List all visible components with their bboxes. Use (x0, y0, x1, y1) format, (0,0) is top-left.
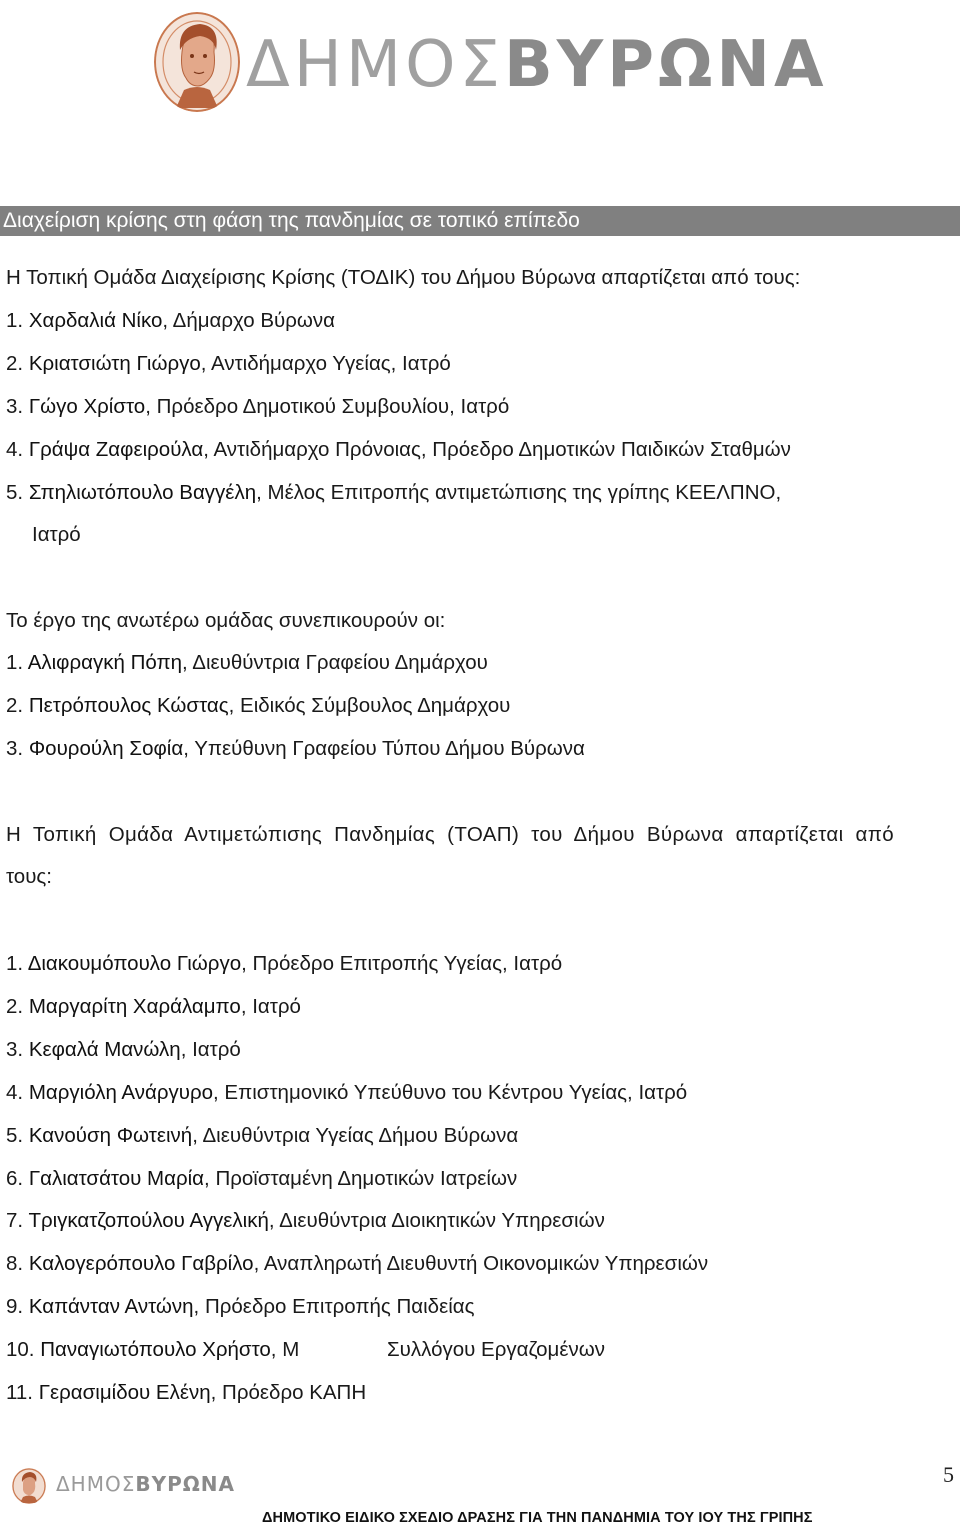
member-name: Γώγο Χρίστο (28, 395, 146, 418)
member-name: Σπηλιωτόπουλο Βαγγέλη (28, 481, 257, 504)
list-number: 4. (6, 1081, 24, 1104)
member-name: Κανούση Φωτεινή (28, 1124, 193, 1147)
list-number: 2. (6, 352, 24, 375)
member-name: Μαργιόλη Ανάργυρο (28, 1081, 214, 1104)
page-number: 5 (943, 1462, 954, 1487)
list-item (6, 308, 335, 334)
member-role: , Ιατρό (240, 995, 301, 1018)
list-number: 2. (6, 694, 24, 717)
member-role: , Διευθύντρια Γραφείου Δημάρχου (182, 651, 488, 674)
footer-seal-icon (12, 1468, 46, 1504)
list-number: 2. (6, 995, 24, 1018)
member-role-continuation: Ιατρό (32, 523, 81, 546)
section-title-bar: Διαχείριση κρίσης στη φάση της πανδημίας σε τοπικό επίπεδο (0, 206, 960, 236)
todik-intro: Η Τοπική Ομάδα Διαχείρισης Κρίσης (ΤΟΔΙΚ) του Δήμου Βύρωνα απαρτίζεται από τους: (6, 266, 801, 289)
member-role: , Διευθύντρια Διοικητικών Υπηρεσιών (268, 1209, 605, 1232)
list-number: 3. (6, 737, 24, 760)
member-name: Γερασιμίδου Ελένη (38, 1381, 211, 1404)
list-item (6, 351, 451, 377)
member-role: , Ιατρό (180, 1038, 241, 1061)
list-item (6, 693, 510, 719)
member-role: , Διευθύντρια Υγείας Δήμου Βύρωνα (192, 1124, 519, 1147)
list-item (6, 1080, 687, 1106)
footer-logo-wordmark: ΔΗΜΟΣΒΥΡΩΝΑ (56, 1472, 235, 1496)
toap-intro: Η Τοπική Ομάδα Αντιμετώπισης Πανδημίας (ΤΟΑΠ) του Δήμου Βύρωνα απαρτίζεται από (6, 823, 894, 846)
member-name: Παναγιωτόπουλο Χρήστο (40, 1338, 271, 1361)
list-item (6, 1123, 518, 1149)
list-number: 11. (6, 1381, 33, 1404)
footer-document-title: ΔΗΜΟΤΙΚΟ ΕΙΔΙΚΟ ΣΧΕΔΙΟ ΔΡΑΣΗΣ ΓΙΑ ΤΗΝ ΠΑΝΔΗΜΙΑ ΤΟΥ ΙΟΥ ΤΗΣ ΓΡΙΠΗΣ (262, 1510, 813, 1526)
toap-intro-continuation: τους: (6, 865, 52, 888)
municipality-logo-wordmark: ΔΗΜΟΣΒΥΡΩΝΑ (246, 28, 828, 102)
list-number: 7. (6, 1209, 24, 1232)
member-name: Φουρούλη Σοφία (28, 737, 184, 760)
list-item (6, 1166, 517, 1192)
list-item (6, 951, 562, 977)
member-name: Διακουμόπουλο Γιώργο (27, 952, 242, 975)
municipal-seal-logo (154, 12, 240, 112)
list-number: 9. (6, 1295, 24, 1318)
member-name: Γράψα Ζαφειρούλα (28, 438, 204, 461)
support-intro: Το έργο της ανωτέρω ομάδας συνεπικουρούν οι: (6, 609, 446, 632)
member-name: Καλογερόπουλο Γαβρίλο (28, 1252, 254, 1275)
list-item (6, 1294, 475, 1320)
list-item (6, 650, 488, 676)
member-name: Μαργαρίτη Χαράλαμπο (28, 995, 241, 1018)
list-number: 3. (6, 1038, 24, 1061)
member-role: , Δήμαρχο Βύρωνα (162, 309, 336, 332)
list-item (6, 1251, 708, 1277)
member-role: , Πρόεδρο Επιτροπής Παιδείας (193, 1295, 475, 1318)
member-role: , Προϊσταμένη Δημοτικών Ιατρείων (204, 1167, 518, 1190)
member-role: , Επιστημονικό Υπεύθυνο του Κέντρου Υγείας, Ιατρό (213, 1081, 688, 1104)
member-name: Πετρόπουλος Κώστας (28, 694, 229, 717)
member-name: Τριγκατζοπούλου Αγγελική (28, 1209, 269, 1232)
member-role: , Πρόεδρο ΚΑΠΗ (210, 1381, 367, 1404)
list-item (6, 736, 585, 762)
list-number: 6. (6, 1167, 24, 1190)
member-role: , Πρόεδρο Επιτροπής Υγείας, Ιατρό (241, 952, 563, 975)
list-number: 3. (6, 395, 24, 418)
list-item (6, 994, 301, 1020)
footer-logo (12, 1466, 235, 1506)
member-name: Κεφαλά Μανώλη (28, 1038, 181, 1061)
list-item (6, 437, 791, 463)
list-number: 8. (6, 1252, 24, 1275)
member-role: , Υπεύθυνη Γραφείου Τύπου Δήμου Βύρωνα (183, 737, 585, 760)
list-number: 5. (6, 481, 24, 504)
member-name: Χαρδαλιά Νίκο (28, 309, 163, 332)
list-item (6, 480, 781, 506)
list-number: 5. (6, 1124, 24, 1147)
list-item (6, 1337, 299, 1363)
list-number: 1. (6, 952, 24, 975)
member-name: Γαλιατσάτου Μαρία (28, 1167, 205, 1190)
member-name: Αλιφραγκή Πόπη (27, 651, 183, 674)
member-name: Κριατσιώτη Γιώργο (28, 352, 201, 375)
member-role: , Ειδικός Σύμβουλος Δημάρχου (228, 694, 511, 717)
member-name: Καπάνταν Αντώνη (28, 1295, 194, 1318)
member-role: , Αντιδήμαρχο Πρόνοιας, Πρόεδρο Δημοτικών Παιδικών Σταθμών (203, 438, 791, 461)
member-role: , Αντιδήμαρχο Υγείας, Ιατρό (200, 352, 451, 375)
list-number: 4. (6, 438, 24, 461)
member-role: , Πρόεδρο Δημοτικού Συμβουλίου, Ιατρό (145, 395, 510, 418)
list-number: 1. (6, 309, 24, 332)
list-item (6, 1208, 605, 1234)
list-number: 1. (6, 651, 24, 674)
member-role: , Αναπληρωτή Διευθυντή Οικονομικών Υπηρεσιών (253, 1252, 709, 1275)
member-role: , Μέλος Επιτροπής αντιμετώπισης της γρίπης ΚΕΕΛΠΝΟ, (256, 481, 782, 504)
page-header (0, 0, 960, 130)
list-item (6, 1380, 366, 1406)
list-item (6, 394, 509, 420)
member-role: , Μ (270, 1338, 300, 1361)
list-number: 10. (6, 1338, 35, 1361)
list-item (6, 1037, 241, 1063)
member-role-tail: Συλλόγου Εργαζομένων (387, 1338, 605, 1361)
